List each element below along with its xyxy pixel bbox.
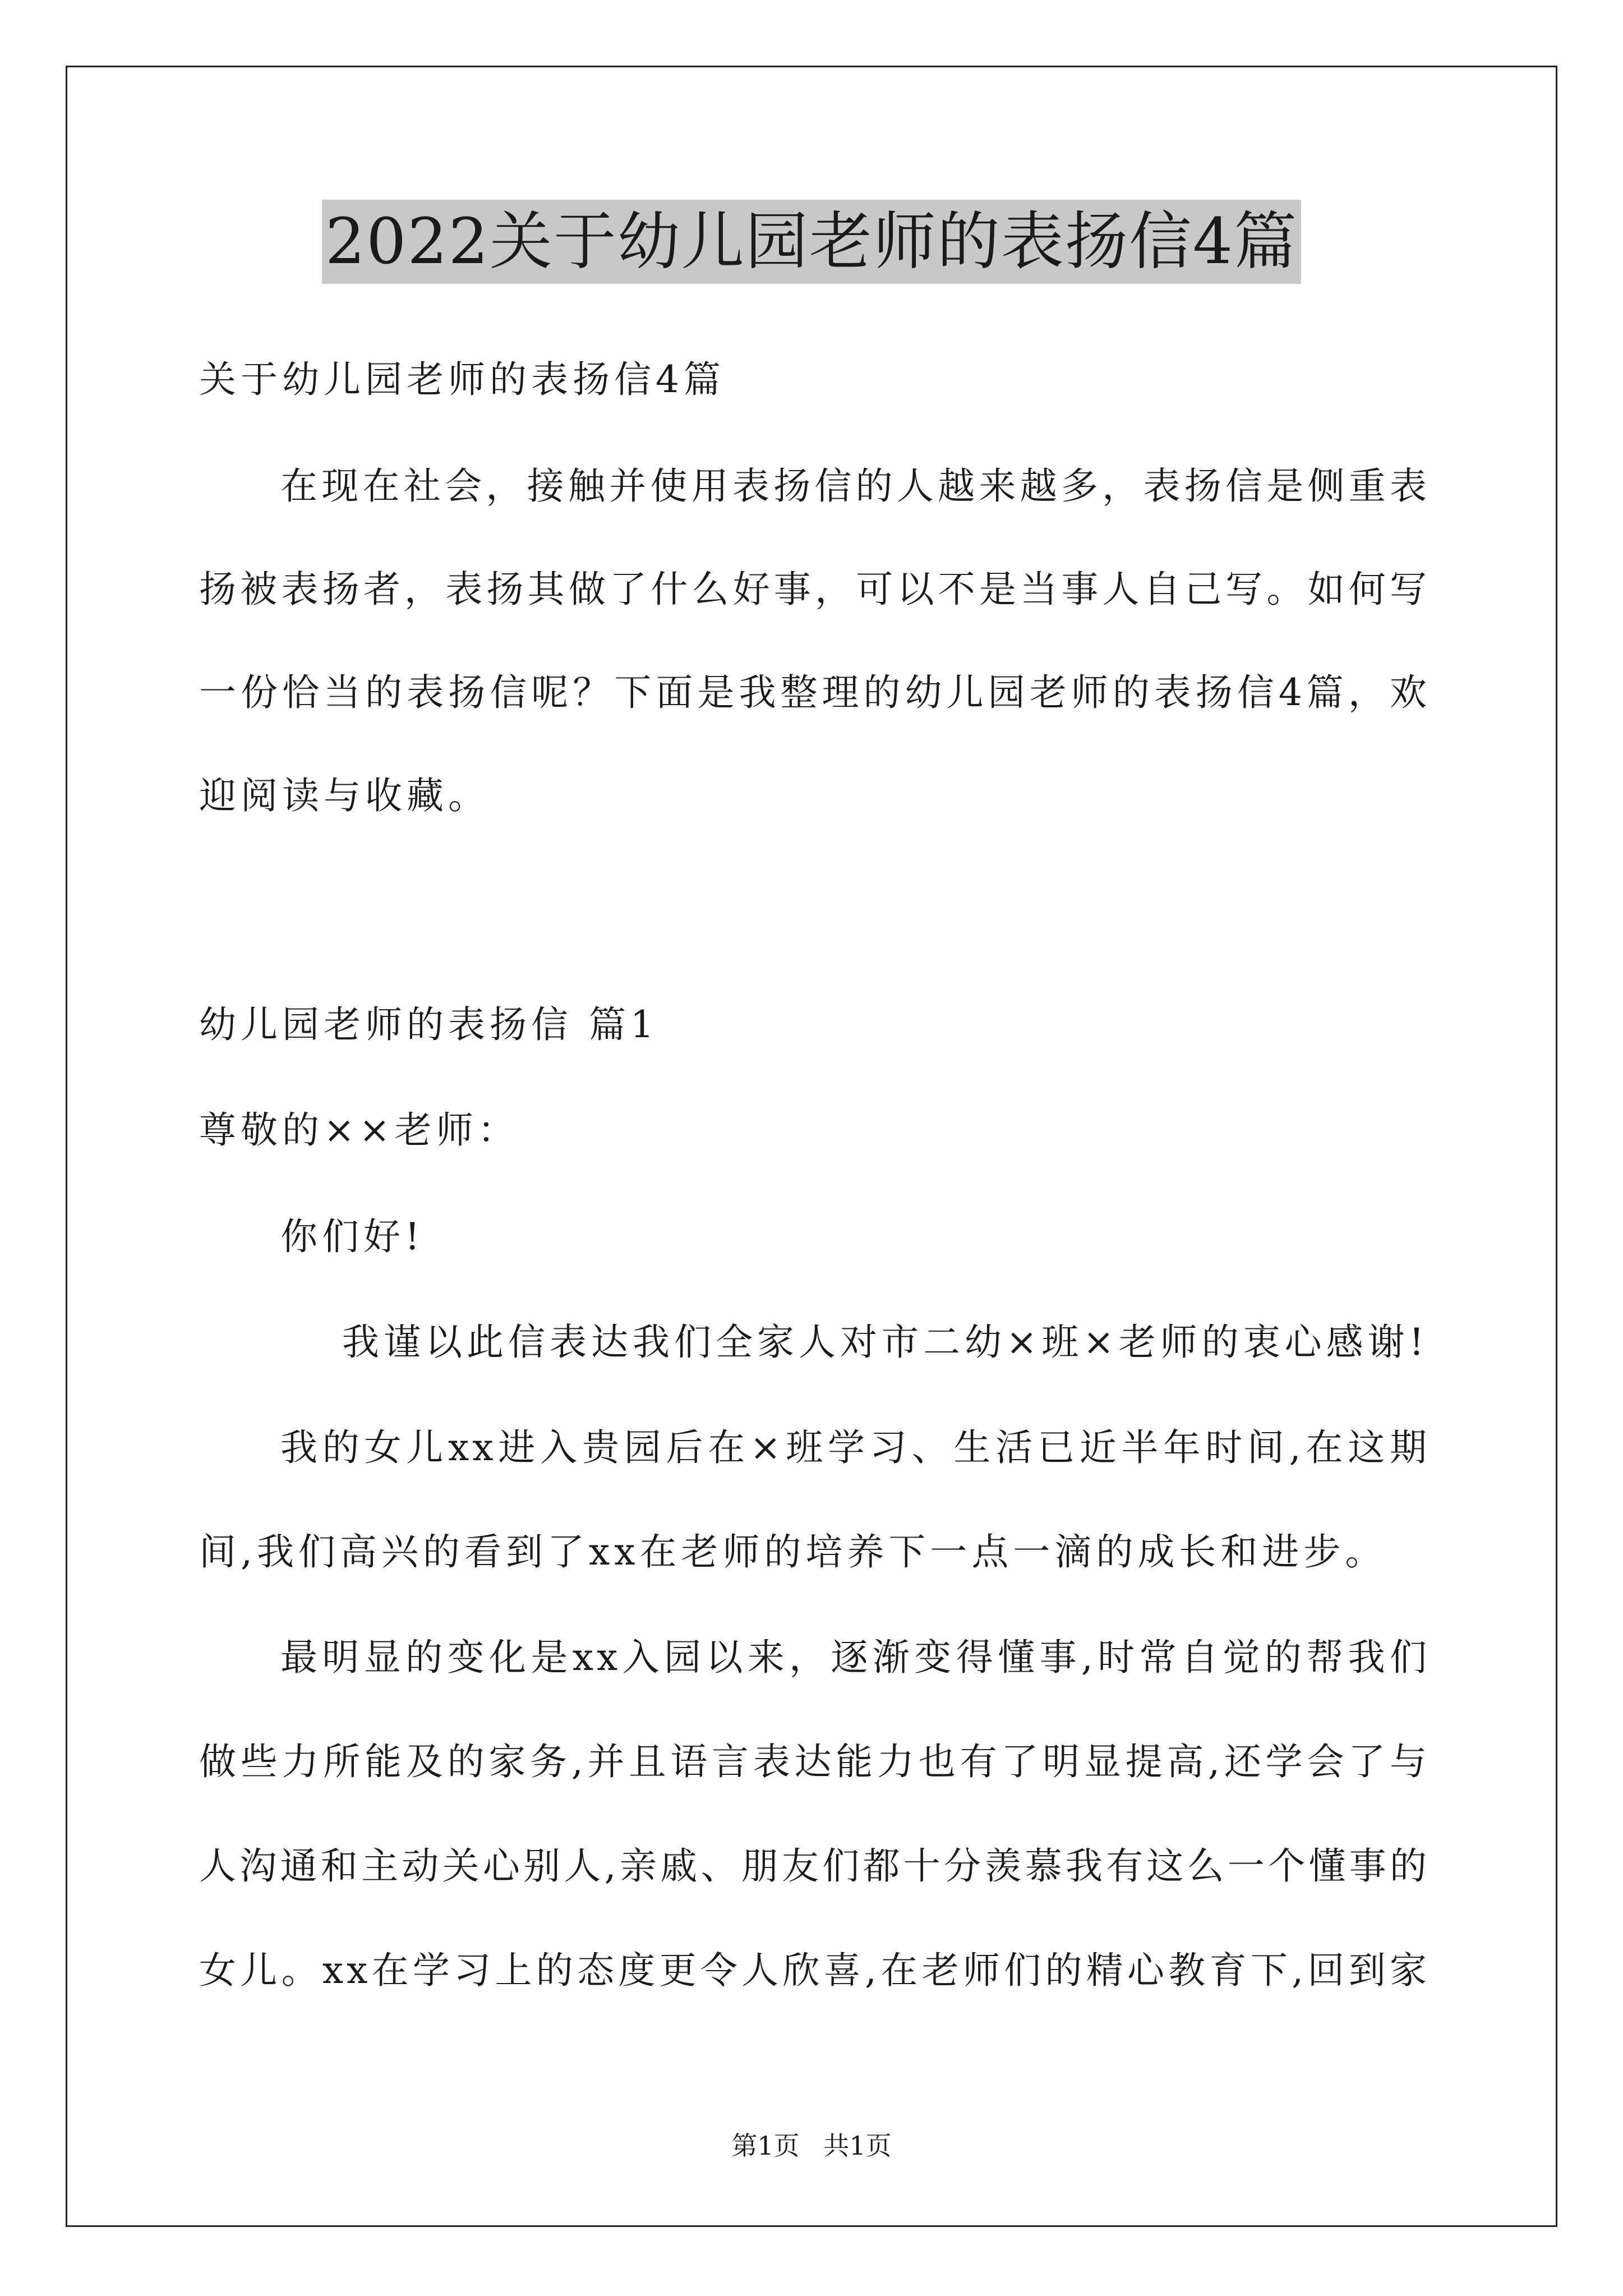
greeting: 你们好!	[280, 1215, 425, 1258]
intro-line: 在现在社会，接触并使用表扬信的人越来越多，表扬信是侧重表	[280, 464, 1430, 508]
paragraph-line: 最明显的变化是xx入园以来，逐渐变得懂事,时常自觉的帮我们	[280, 1636, 1430, 1679]
intro-line: 一份恰当的表扬信呢？下面是我整理的幼儿园老师的表扬信4篇，欢	[199, 671, 1430, 714]
thanks-line: 我谨以此信表达我们全家人对市二幼×班×老师的衷心感谢!	[342, 1320, 1429, 1364]
paragraph-line: 女儿。xx在学习上的态度更令人欣喜,在老师们的精心教育下,回到家	[199, 1949, 1430, 1992]
paragraph-line: 做些力所能及的家务,并且语言表达能力也有了明显提高,还学会了与	[199, 1740, 1430, 1783]
paragraph-line: 间,我们高兴的看到了xx在老师的培养下一点一滴的成长和进步。	[199, 1530, 1387, 1573]
subtitle: 关于幼儿园老师的表扬信4篇	[199, 358, 725, 401]
intro-line: 扬被表扬者，表扬其做了什么好事，可以不是当事人自己写。如何写	[199, 568, 1430, 611]
paragraph-line: 人沟通和主动关心别人,亲戚、朋友们都十分羡慕我有这么一个懂事的	[199, 1844, 1430, 1888]
intro-line: 迎阅读与收藏。	[199, 774, 490, 817]
salutation: 尊敬的××老师：	[199, 1108, 519, 1152]
page-footer	[0, 2129, 1623, 2162]
page-total: 共1页	[823, 2131, 892, 2161]
paragraph-line: 我的女儿xx进入贵园后在×班学习、生活已近半年时间,在这期	[280, 1426, 1430, 1469]
title-wrap	[0, 200, 1623, 284]
section-heading: 幼儿园老师的表扬信 篇1	[199, 1003, 658, 1046]
document-title: 2022关于幼儿园老师的表扬信4篇	[322, 200, 1301, 284]
page-number: 第1页	[731, 2131, 800, 2161]
